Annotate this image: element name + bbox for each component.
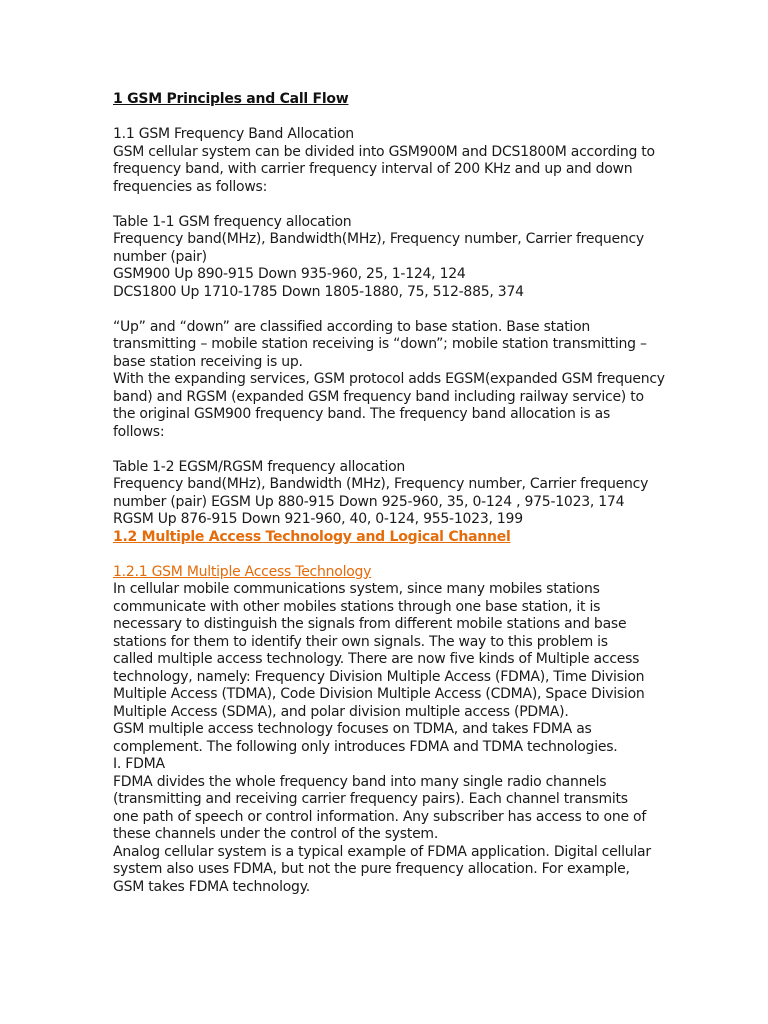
paragraph-line: necessary to distinguish the signals from different mobile stations and base (113, 616, 627, 632)
spacer (113, 301, 728, 319)
spacer (113, 196, 728, 214)
section-1-1-intro (113, 144, 728, 197)
table-text-line: Frequency band(MHz), Bandwidth(MHz), Frequency number, Carrier frequency (113, 231, 644, 247)
paragraph-line: called multiple access technology. There are now five kinds of Multiple access (113, 651, 640, 667)
section-1-1-body (113, 319, 728, 442)
paragraph-line: base station receiving is up. (113, 353, 303, 370)
paragraph-line: frequencies as follows: (113, 178, 268, 195)
table-caption: Table 1-1 GSM frequency allocation (113, 213, 352, 230)
section-heading-1-2-link[interactable]: 1.2 Multiple Access Technology and Logical Channel (113, 528, 511, 545)
paragraph-line: GSM cellular system can be divided into GSM900M and DCS1800M according to (113, 143, 655, 160)
table-text-line: Frequency band(MHz), Bandwidth (MHz), Frequency number, Carrier frequency (113, 476, 649, 492)
section-1-2-1-body (113, 581, 728, 896)
paragraph-line: technology, namely: Frequency Division Multiple Access (FDMA), Time Division (113, 668, 645, 685)
table-1-1-block (113, 214, 728, 302)
paragraph-line: “Up” and “down” are classified according to base station. Base station (113, 318, 591, 335)
paragraph-line: frequency band, with carrier frequency interval of 200 KHz and up and down (113, 161, 633, 177)
table-text-line: GSM900 Up 890-915 Down 935-960, 25, 1-124, 124 (113, 266, 466, 282)
section-heading-1-1: 1.1 GSM Frequency Band Allocation (113, 126, 354, 142)
table-caption: Table 1-2 EGSM/RGSM frequency allocation (113, 458, 406, 475)
paragraph-line: With the expanding services, GSM protocol adds EGSM(expanded GSM frequency (113, 371, 665, 387)
paragraph-line: follows: (113, 423, 165, 440)
paragraph-line: complement. The following only introduces FDMA and TDMA technologies. (113, 738, 618, 755)
table-1-2-block (113, 459, 728, 529)
table-text-line: number (pair) EGSM Up 880-915 Down 925-960, 35, 0-124 , 975-1023, 174 (113, 493, 625, 510)
paragraph-line: band) and RGSM (expanded GSM frequency band including railway service) to (113, 388, 644, 405)
table-text-line: RGSM Up 876-915 Down 921-960, 40, 0-124, 955-1023, 199 (113, 511, 523, 527)
spacer (113, 109, 728, 127)
paragraph-line: communicate with other mobiles stations through one base station, it is (113, 598, 601, 615)
paragraph-line: Multiple Access (TDMA), Code Division Multiple Access (CDMA), Space Division (113, 686, 645, 702)
paragraph-line: one path of speech or control information. Any subscriber has access to one of (113, 808, 647, 825)
paragraph-line: Analog cellular system is a typical example of FDMA application. Digital cellular (113, 843, 651, 860)
paragraph-line: these channels under the control of the system. (113, 826, 439, 842)
paragraph-line: In cellular mobile communications system, since many mobiles stations (113, 581, 600, 597)
spacer (113, 546, 728, 564)
paragraph-line: (transmitting and receiving carrier frequency pairs). Each channel transmits (113, 791, 628, 807)
paragraph-line: FDMA divides the whole frequency band into many single radio channels (113, 773, 607, 790)
paragraph-line: stations for them to identify their own signals. The way to this problem is (113, 633, 608, 650)
table-text-line: number (pair) (113, 248, 207, 265)
paragraph-line: the original GSM900 frequency band. The frequency band allocation is as (113, 406, 611, 422)
paragraph-line: system also uses FDMA, but not the pure frequency allocation. For example, (113, 861, 630, 877)
spacer (113, 441, 728, 459)
paragraph-line: Multiple Access (SDMA), and polar division multiple access (PDMA). (113, 703, 569, 720)
paragraph-line: GSM takes FDMA technology. (113, 878, 310, 895)
document-title: 1 GSM Principles and Call Flow (113, 91, 349, 107)
paragraph-line: transmitting – mobile station receiving is “down”; mobile station transmitting – (113, 336, 647, 352)
paragraph-line: GSM multiple access technology focuses on TDMA, and takes FDMA as (113, 721, 592, 737)
subheading-fdma: I. FDMA (113, 756, 165, 772)
table-text-line: DCS1800 Up 1710-1785 Down 1805-1880, 75, 512-885, 374 (113, 283, 524, 300)
section-heading-1-2-1-link[interactable]: 1.2.1 GSM Multiple Access Technology (113, 563, 372, 580)
